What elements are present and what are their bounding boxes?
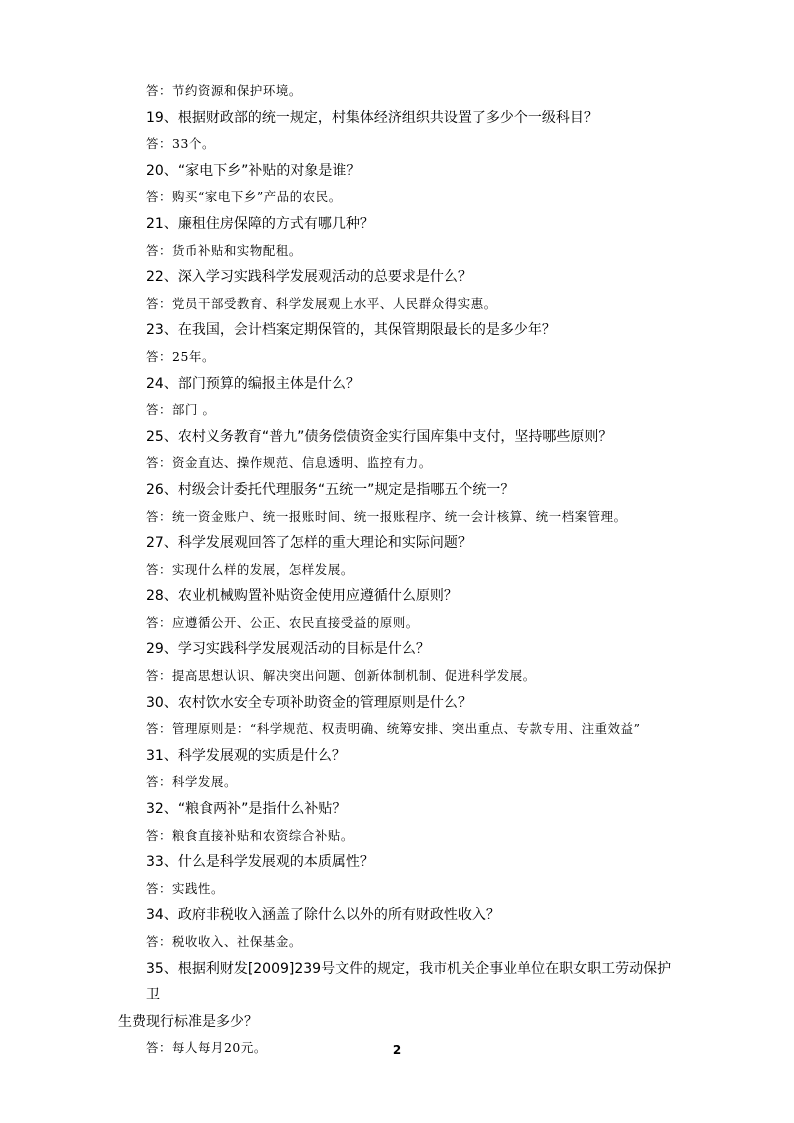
- answer-line: 答：33个。: [146, 136, 215, 152]
- answer-line: 答：税收收入、社保基金。: [146, 934, 302, 949]
- question-line: 33、什么是科学发展观的本质属性？: [146, 854, 374, 871]
- page-number: 2: [392, 1043, 402, 1057]
- question-line: 25、农村义务教育“普九”债务偿债资金实行国库集中支付，坚持哪些原则？: [146, 428, 613, 445]
- question-line: 23、在我国，会计档案定期保管的，其保管期限最长的是多少年？: [146, 322, 556, 339]
- question-35: [118, 956, 678, 1036]
- answer-line: 答：资金直达、操作规范、信息透明、监控有力。: [146, 455, 432, 471]
- answer-line: 答：部门 。: [146, 402, 216, 418]
- answer-line: 答：购买“家电下乡”产品的农民。: [146, 189, 342, 205]
- answer-line: 答：党员干部受教育、科学发展观上水平、人民群众得实惠。: [146, 295, 497, 311]
- qa-list: [118, 78, 678, 956]
- answer-line: 答：提高思想认识、解决突出问题、创新体制机制、促进科学发展。: [146, 668, 536, 684]
- question-line: 26、村级会计委托代理服务“五统一”规定是指哪五个统一？: [146, 481, 515, 498]
- answer-line: 答：管理原则是：“科学规范、权责明确、统筹安排、突出重点、专款专用、注重效益”: [146, 721, 641, 737]
- question-line: 24、部门预算的编报主体是什么？: [146, 375, 360, 392]
- question-line: 22、深入学习实践科学发展观活动的总要求是什么？: [146, 269, 472, 286]
- question-line: 21、廉租住房保障的方式有哪几种？: [146, 215, 374, 232]
- answer-line: 答：实践性。: [146, 880, 224, 896]
- answer-line: 答：应遵循公开、公正、农民直接受益的原则。: [146, 614, 419, 630]
- answer-line: 答：实现什么样的发展，怎样发展。: [146, 561, 354, 577]
- answer-line: 答：节约资源和保护环境。: [146, 83, 302, 98]
- question-line: 27、科学发展观回答了怎样的重大理论和实际问题？: [146, 535, 472, 552]
- answer-line: 答：货币补贴和实物配租。: [146, 242, 302, 258]
- answer-line: 答：统一资金账户、统一报账时间、统一报账程序、统一会计核算、统一档案管理。: [146, 508, 627, 524]
- question-line: 29、学习实践科学发展观活动的目标是什么？: [146, 641, 430, 658]
- answer-35: 答：每人每月20元。: [146, 1040, 267, 1056]
- question-line: 20、“家电下乡”补贴的对象是谁？: [146, 162, 361, 179]
- document-body: [118, 78, 678, 1062]
- question-line: 28、农业机械购置补贴资金使用应遵循什么原则？: [146, 588, 458, 605]
- question-line: 30、农村饮水安全专项补助资金的管理原则是什么？: [146, 694, 472, 711]
- question-line: 19、根据财政部的统一规定，村集体经济组织共设置了多少个一级科目？: [146, 109, 598, 126]
- question-line: 31、科学发展观的实质是什么？: [146, 747, 346, 764]
- answer-line: 答：25年。: [146, 348, 215, 364]
- question-35-line-1: 35、根据利财发[2009]239号文件的规定，我市机关企事业单位在职女职工劳动保护卫: [146, 960, 672, 1004]
- answer-line: 答：粮食直接补贴和农资综合补贴。: [146, 827, 354, 843]
- answer-line: 答：科学发展。: [146, 774, 237, 790]
- question-line: 32、“粮食两补”是指什么补贴？: [146, 801, 347, 818]
- question-line: 34、政府非税收入涵盖了除什么以外的所有财政性收入？: [146, 907, 500, 924]
- question-35-line-2: 生费现行标准是多少？: [118, 1013, 258, 1030]
